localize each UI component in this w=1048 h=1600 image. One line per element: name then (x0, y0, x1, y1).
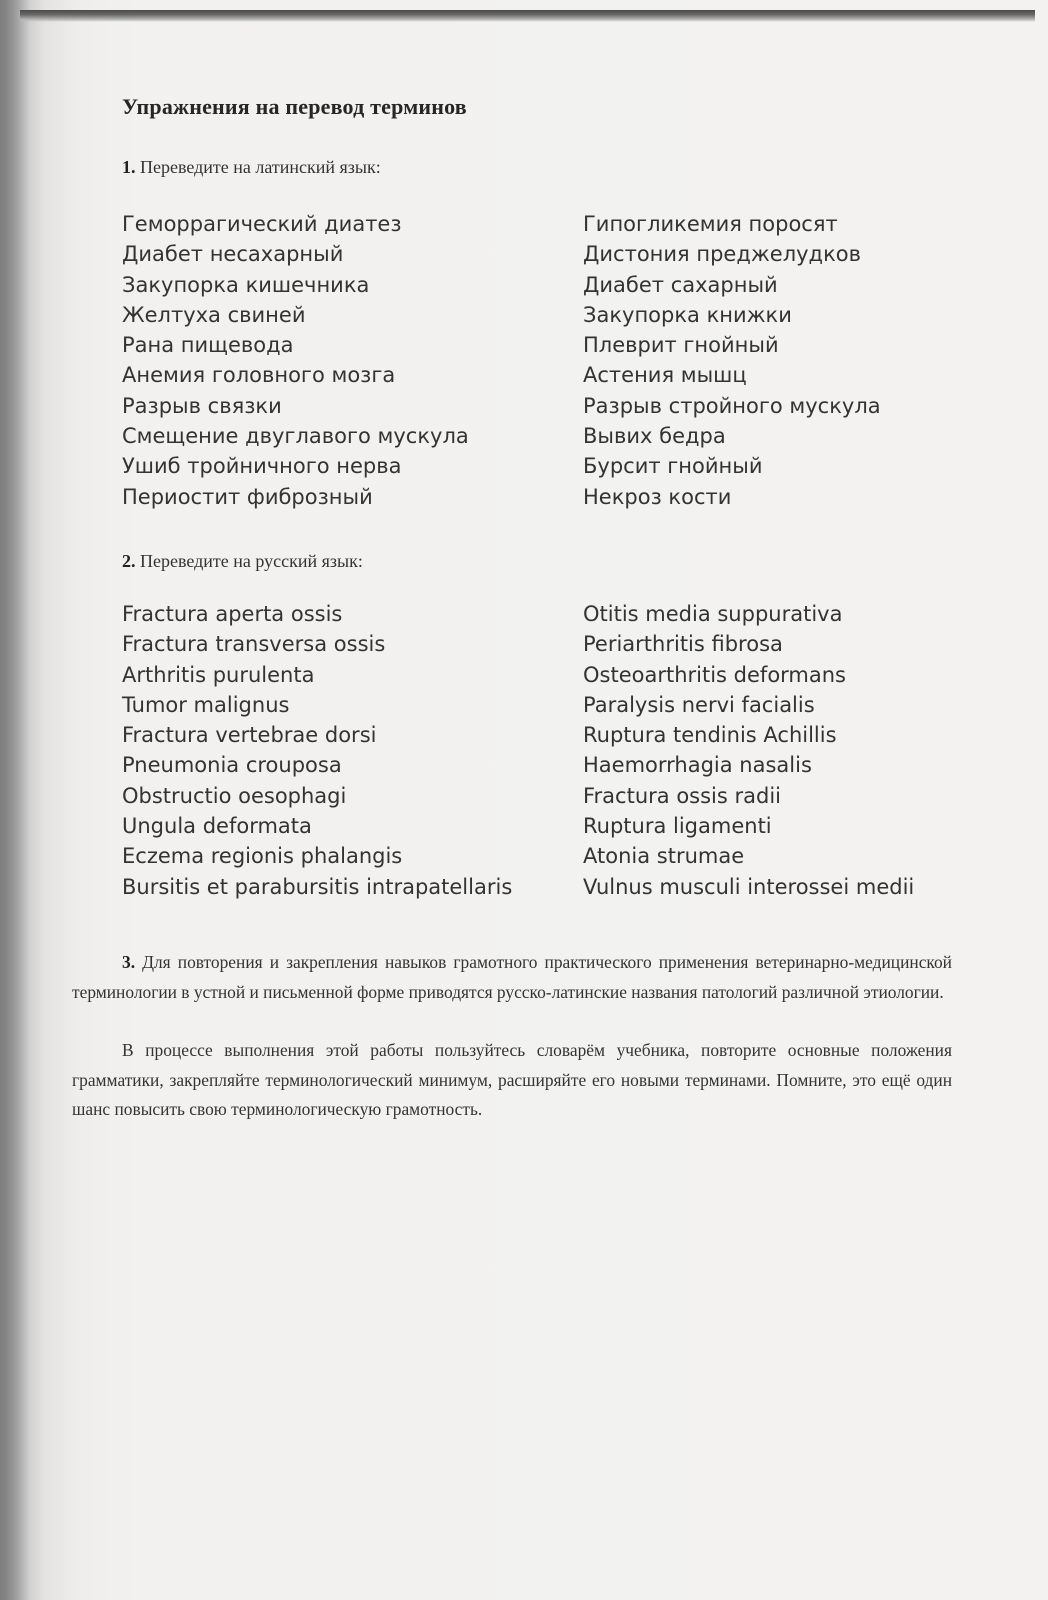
term-item: Астения мышц (583, 363, 747, 388)
term-item: Разрыв связки (122, 393, 282, 418)
term-item: Закупорка кишечника (122, 272, 370, 297)
term-item: Диабет несахарный (122, 242, 344, 267)
term-item: Дистония преджелудков (583, 242, 861, 267)
exercise-2-number: 2. (122, 551, 136, 571)
exercise-1-instruction (122, 157, 381, 178)
term-item: Анемия головного мозга (122, 363, 396, 388)
exercise-1-number: 1. (122, 157, 136, 177)
exercise-3-number: 3. (122, 952, 136, 972)
term-item: Tumor malignus (122, 692, 290, 717)
binding-shadow (0, 0, 30, 1600)
exercise-3-paragraph (72, 948, 952, 1007)
exercise-1-left-column (122, 209, 469, 512)
term-item: Obstructio oesophagi (122, 783, 347, 808)
exercise-1-right-column (583, 209, 881, 512)
exercise-2-left-column (122, 599, 512, 902)
term-item: Геморрагический диатез (122, 212, 402, 236)
term-item: Ruptura ligamenti (583, 814, 772, 839)
term-item: Fractura vertebrae dorsi (122, 723, 377, 748)
term-item: Fractura ossis radii (583, 783, 782, 808)
term-item: Вывих бедра (583, 424, 726, 449)
term-item: Osteoarthritis deformans (583, 662, 847, 687)
term-item: Рана пищевода (122, 333, 294, 358)
term-item: Ушиб тройничного нерва (122, 454, 402, 479)
term-item: Paralysis nervi facialis (583, 692, 815, 717)
term-item: Fractura transversa ossis (122, 632, 386, 657)
exercise-1-text: Переведите на латинский язык: (140, 157, 381, 177)
term-item: Гипогликемия поросят (583, 212, 838, 236)
term-item: Arthritis purulenta (122, 662, 315, 687)
term-item: Pneumonia crouposa (122, 753, 342, 778)
exercise-2-instruction (122, 551, 363, 572)
term-item: Periarthritis fibrosa (583, 632, 783, 657)
term-item: Otitis media suppurativa (583, 602, 843, 626)
term-item: Ruptura tendinis Achillis (583, 723, 837, 748)
term-item: Vulnus musculi interossei medii (583, 874, 915, 899)
term-item: Периостит фиброзный (122, 484, 373, 509)
term-item: Закупорка книжки (583, 302, 792, 327)
instructions-paragraph: В процессе выполнения этой работы пользуйтесь словарём учебника, повторите основные положения грамматики, закрепляйте терминологический минимум, расширяйте его новыми терминами. Помните, это ещё один шанс повысить свою терминологическую грамотность. (72, 1040, 952, 1119)
term-item: Плеврит гнойный (583, 333, 779, 358)
page-heading: Упражнения на перевод терминов (122, 94, 467, 119)
exercise-3-text: Для повторения и закрепления навыков грамотного практического применения ветеринарно-медицинской терминологии в устной и письменной форме приводятся русско-латинские названия патологий различной этиологии. (72, 952, 952, 1002)
term-item: Fractura aperta ossis (122, 602, 343, 626)
term-item: Eczema regionis phalangis (122, 844, 403, 869)
term-item: Haemorrhagia nasalis (583, 753, 812, 778)
term-item: Некроз кости (583, 484, 732, 509)
exercise-2-text: Переведите на русский язык: (140, 551, 363, 571)
term-item: Желтуха свиней (122, 302, 306, 327)
term-item: Bursitis et parabursitis intrapatellaris (122, 874, 513, 899)
term-item: Разрыв стройного мускула (583, 393, 881, 418)
exercise-2-right-column (583, 599, 914, 902)
term-item: Atonia strumae (583, 844, 745, 869)
term-item: Диабет сахарный (583, 272, 778, 297)
term-item: Бурсит гнойный (583, 454, 763, 479)
term-item: Смещение двуглавого мускула (122, 424, 469, 449)
term-item: Ungula deformata (122, 814, 312, 839)
page-top-edge (20, 10, 1035, 22)
